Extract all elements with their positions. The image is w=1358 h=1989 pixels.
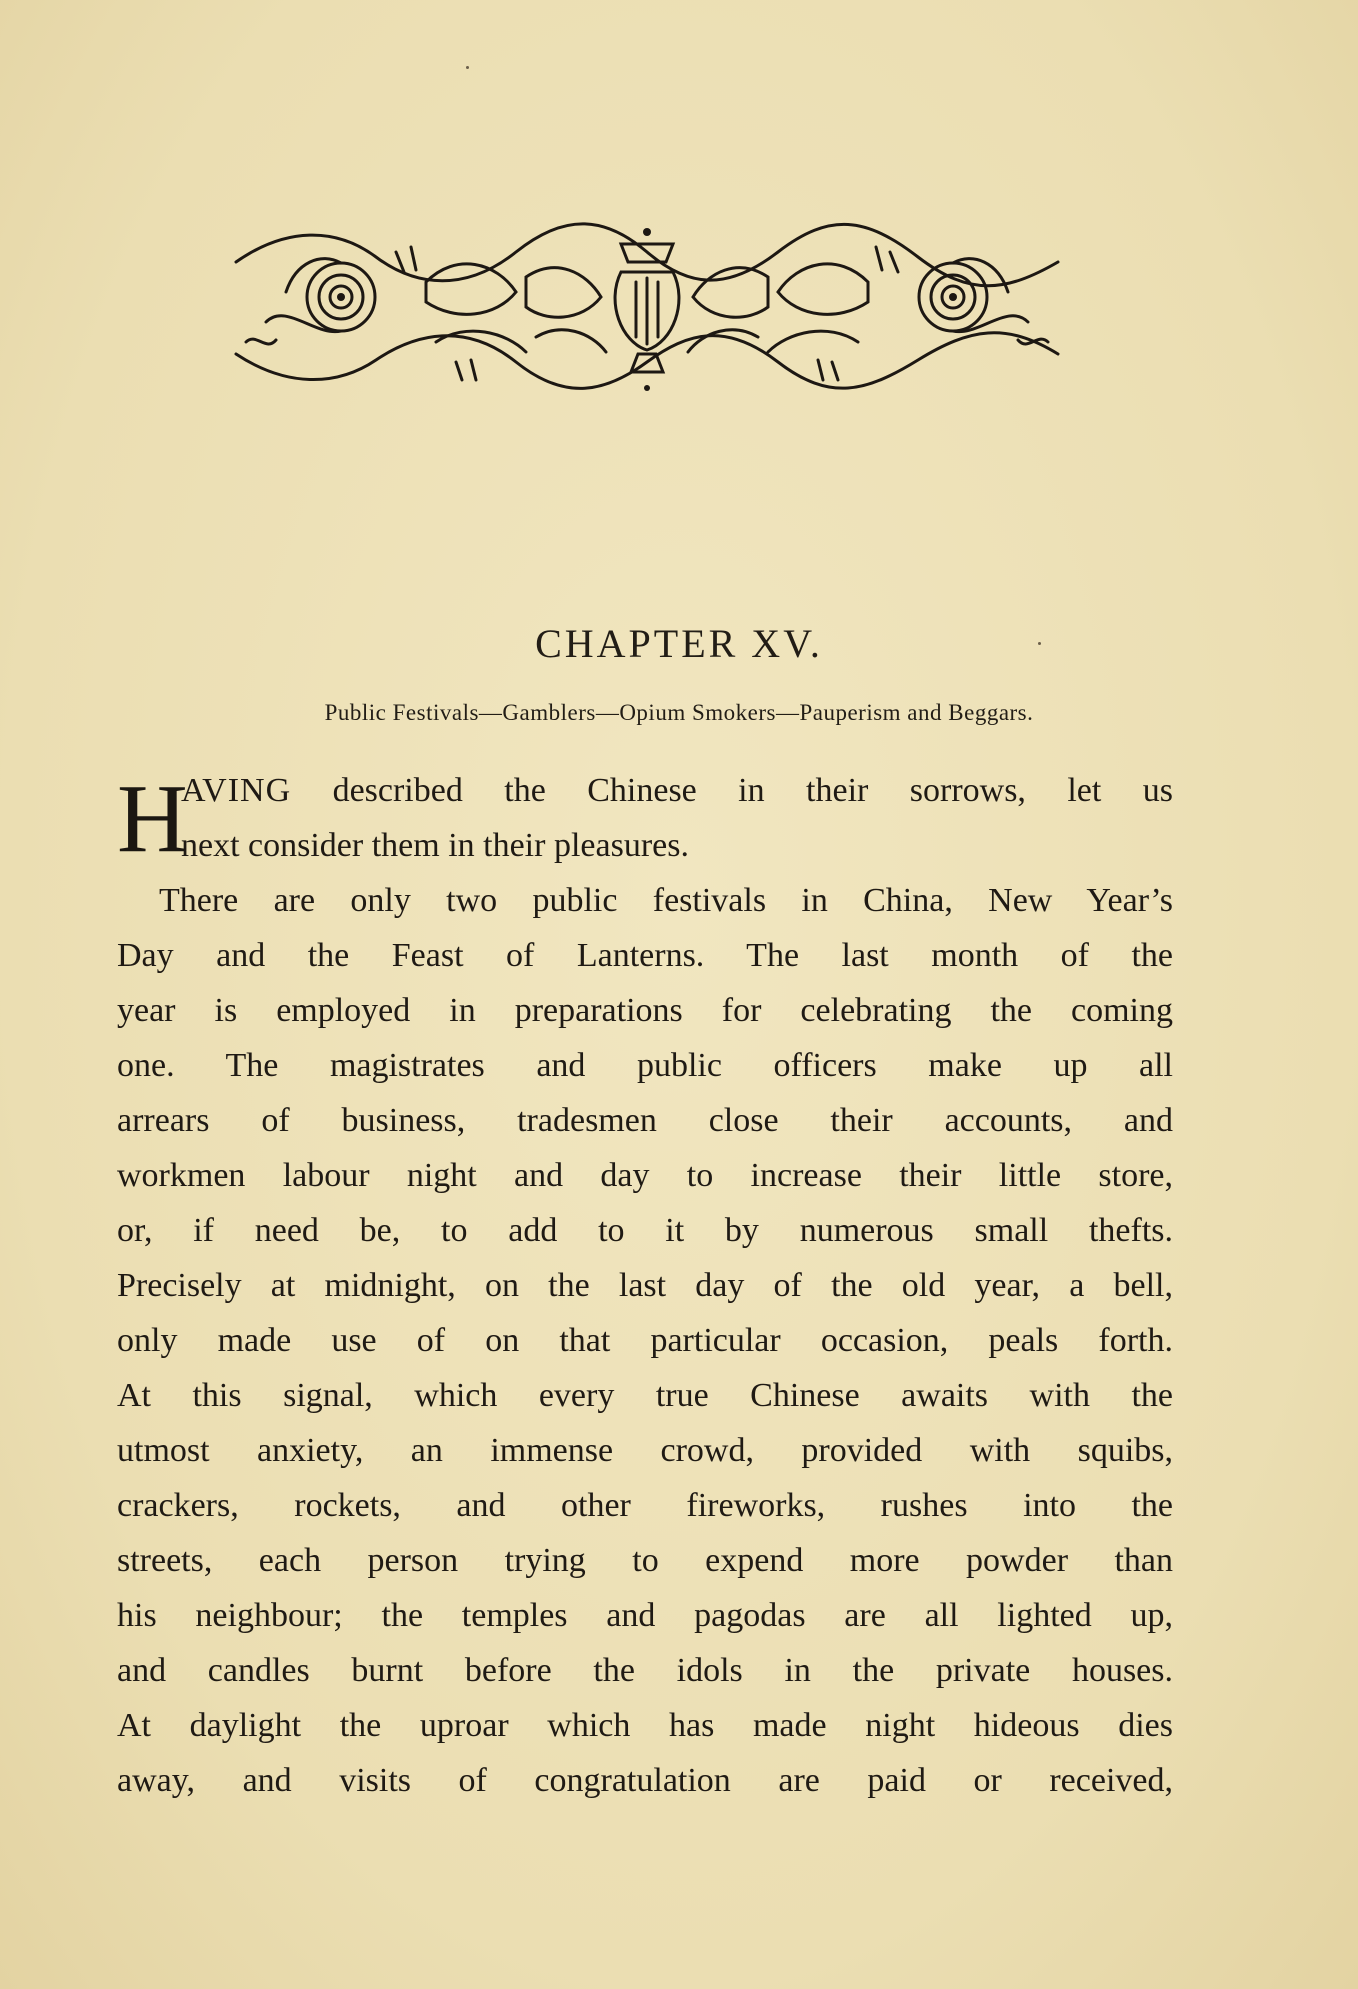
text-line: year is employed in preparations for celebrating the coming [117, 992, 1173, 1029]
text-line: At daylight the uproar which has made night hideous dies [117, 1707, 1173, 1744]
text-line: utmost anxiety, an immense crowd, provided with squibs, [117, 1432, 1173, 1469]
text-line: away, and visits of congratulation are paid or received, [117, 1762, 1173, 1799]
text-line: Precisely at midnight, on the last day of the old year, a bell, [117, 1267, 1173, 1304]
text-line [117, 763, 1173, 818]
text-line: streets, each person trying to expend more powder than [117, 1542, 1173, 1579]
floral-headpiece-ornament-icon [226, 222, 1068, 394]
text-line: crackers, rockets, and other fireworks, rushes into the [117, 1487, 1173, 1524]
opening-word: AVING [181, 772, 292, 809]
chapter-heading: CHAPTER XV. [535, 621, 823, 666]
chapter-synopsis: Public Festivals—Gamblers—Opium Smokers—Pauperism and Beggars. [324, 700, 1034, 725]
text-line: only made use of on that particular occasion, peals forth. [117, 1322, 1173, 1359]
text-line: There are only two public festivals in China, New Year’s [159, 882, 1173, 919]
text-line: arrears of business, tradesmen close their accounts, and [117, 1102, 1173, 1139]
text-line: one. The magistrates and public officers make up all [117, 1047, 1173, 1084]
text-line: and candles burnt before the idols in the private houses. [117, 1652, 1173, 1689]
drop-cap: H [117, 765, 188, 873]
text-line: his neighbour; the temples and pagodas are all lighted up, [117, 1597, 1173, 1634]
text-line: or, if need be, to add to it by numerous small thefts. [117, 1212, 1173, 1249]
text-line: next consider them in their pleasures. [181, 827, 689, 864]
text-line-rest: described the Chinese in their sorrows, let us [291, 772, 1173, 809]
paper-speck [466, 66, 469, 69]
text-line: At this signal, which every true Chinese awaits with the [117, 1377, 1173, 1414]
text-line: Day and the Feast of Lanterns. The last month of the [117, 937, 1173, 974]
opening-paragraph [117, 763, 1173, 873]
body-text [117, 763, 1173, 1808]
text-line: workmen labour night and day to increase their little store, [117, 1157, 1173, 1194]
